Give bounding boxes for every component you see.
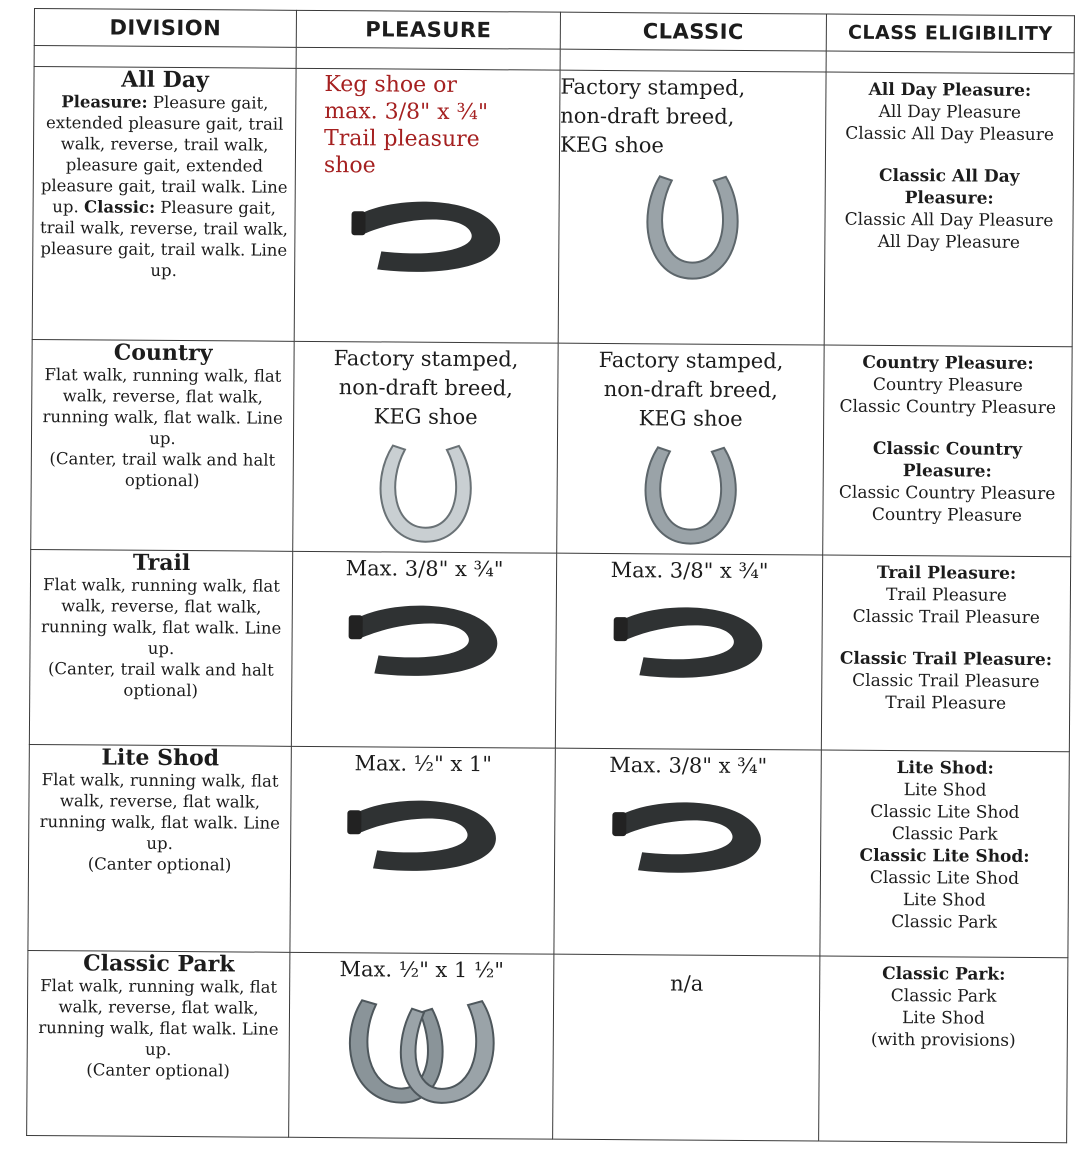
division-title: All Day [121,66,209,94]
classic-cell [554,748,821,956]
division-description: Flat walk, running walk, flat walk, reverse, flat walk, running walk, flat walk. Line up. [40,575,282,659]
row-trail [29,550,1070,752]
eligibility-cell [823,345,1072,557]
pleasure-spec: Factory stamped, non-draft breed, KEG shoe [333,345,519,429]
pleasure-cell [294,68,560,343]
double-horseshoe-icon [331,991,512,1112]
horseshoe-front-icon [637,166,748,287]
division-description: Flat walk, running walk, flat walk, reverse, flat walk, running walk, flat walk. Line up. [42,364,283,448]
horseshoe-side-icon [332,784,513,885]
eligibility-list: Classic Park: Classic Park Lite Shod (with provisions) [870,964,1016,1052]
header-class-eligibility: CLASS ELIGIBILITY [826,14,1074,53]
pleasure-cell [289,953,554,1139]
division-title: Classic Park [83,950,235,978]
division-description: Flat walk, running walk, flat walk, reverse, flat walk, running walk, flat walk. Line up. [39,769,281,853]
pleasure-cell [290,746,555,954]
classic-cell [557,343,824,555]
eligibility-cell [819,956,1068,1142]
division-title: Country [113,339,213,367]
horseshoe-front-icon [635,439,746,550]
row-classic-park [27,951,1068,1143]
division-optional: (Canter, trail walk and halt optional) [49,448,276,491]
classic-spec: Max. 3/8" x ¾" [610,558,769,584]
header-pleasure: PLEASURE [296,10,560,49]
division-cell [31,339,294,551]
pleasure-spec: Max. 3/8" x ¾" [345,556,504,582]
division-cell [32,67,296,342]
classic-spec: Max. 3/8" x ¾" [609,752,768,779]
division-title: Trail [132,550,191,577]
classic-cell [558,70,826,345]
eligibility-cell [820,750,1069,958]
division-cell [27,951,290,1137]
horseshoe-side-icon [597,786,778,887]
eligibility-cell [824,72,1074,346]
horseshoe-side-icon [599,591,780,692]
shoeing-rules-table [26,8,1075,1143]
horseshoe-side-icon [334,590,515,691]
classic-cell [553,955,820,1141]
eligibility-list: Lite Shod: Lite Shod Classic Lite Shod Classic Park Classic Lite Shod: Classic Lite Shod Lite Shod Classic Park [859,757,1030,933]
classic-spec: n/a [670,971,704,997]
row-all-day [32,67,1074,347]
classic-spec: Factory stamped, non-draft breed, KEG shoe [598,347,784,431]
classic-cell [555,554,822,750]
horseshoe-front-icon [370,437,481,548]
pleasure-spec: Keg shoe or max. 3/8" x ¾" Trail pleasure shoe [323,72,489,179]
division-optional: (Canter, trail walk and halt optional) [47,659,274,701]
eligibility-list: Trail Pleasure: Trail Pleasure Classic Trail Pleasure Classic Trail Pleasure: Classic Trail Pleasure Trail Pleasure [839,563,1053,715]
eligibility-cell [821,555,1070,751]
eligibility-list: All Day Pleasure: All Day Pleasure Classic All Day Pleasure Classic All Day Pleasure: Classic All Day Pleasure All Day Pleasure [844,79,1055,254]
eligibility-list: Country Pleasure: Country Pleasure Classic Country Pleasure Classic Country Pleasure: Classic Country Pleasure Country Pleasure [838,352,1057,526]
horseshoe-side-icon [337,185,518,286]
division-optional: (Canter optional) [87,854,232,875]
pleasure-cell [291,552,556,748]
pleasure-cell [293,341,558,553]
classic-spec: Factory stamped, non-draft breed, KEG shoe [559,74,746,158]
header-classic: CLASSIC [560,12,826,51]
division-cell [29,550,292,746]
pleasure-spec: Max. ½" x 1" [354,751,493,777]
header-division: DIVISION [34,9,296,48]
division-description: Pleasure: Pleasure gait, extended pleasure gait, trail walk, reverse, trail walk, pleasure gait, extended pleasure gait, trail walk. Line up. Classic: Pleasure gait, trail walk, reverse, trail walk, pleasure gait, trail walk. Line up. [39,92,288,281]
division-cell [28,744,291,952]
division-description: Flat walk, running walk, flat walk, reverse, flat walk, running walk, flat walk. Line up. [38,976,279,1060]
division-title: Lite Shod [101,744,220,772]
row-country [31,339,1072,557]
row-lite-shod [28,744,1069,958]
division-optional: (Canter optional) [86,1060,230,1081]
pleasure-spec: Max. ½" x 1 ½" [339,957,505,983]
